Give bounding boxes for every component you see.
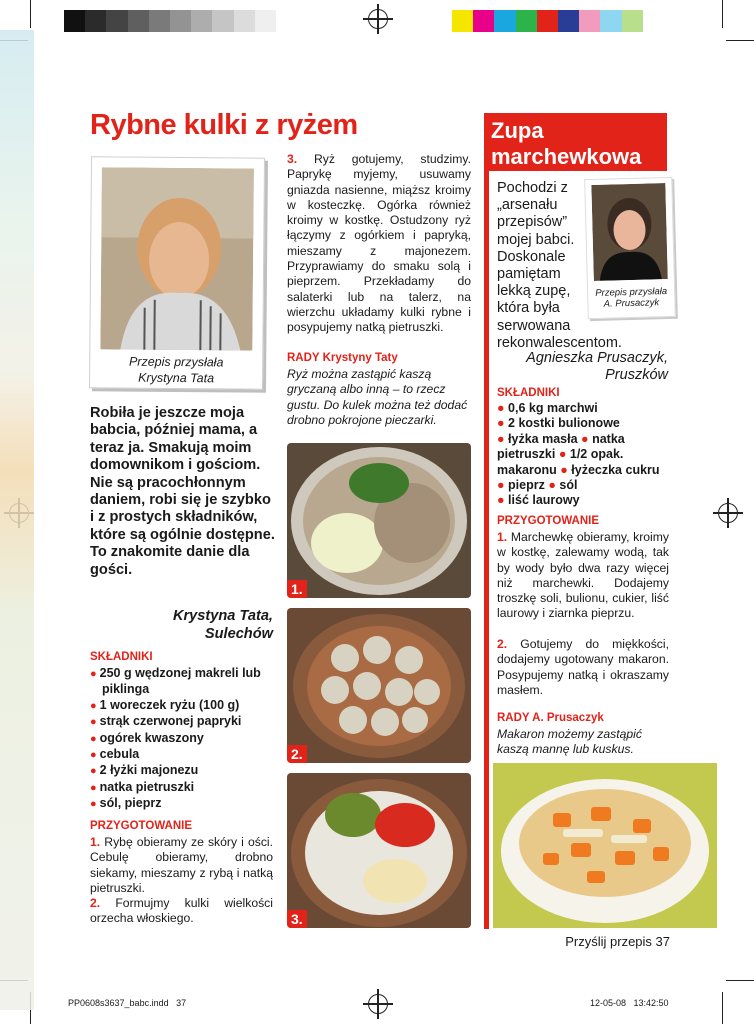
tips-heading: RADY Krystyny Taty: [287, 352, 398, 364]
step-text: Formujmy kulki wielkości orzecha włoskiego.: [90, 896, 273, 926]
step-photo-3: [287, 773, 471, 928]
ingredients-heading: SKŁADNIKI: [90, 651, 153, 663]
red-rule: [484, 171, 489, 929]
slug-date: 12-05-08 13:42:50: [590, 998, 669, 1008]
author-photo-card: [89, 156, 265, 390]
step-number: 2.: [90, 896, 101, 910]
author-photo-caption: Przepis przysłała Krystyna Tata: [128, 354, 224, 386]
step-number: 1.: [90, 835, 101, 849]
list-item: sól: [559, 478, 578, 493]
registration-mark-icon: [368, 994, 388, 1014]
soup-ingredients-heading: SKŁADNIKI: [497, 387, 560, 399]
soup-step-2: [497, 637, 669, 698]
list-item: liść laurowy: [508, 493, 580, 508]
soup-photo-caption: Przepis przysłała A. Prusaczyk: [595, 286, 668, 310]
soup-signature: Agnieszka Prusaczyk, Pruszków: [526, 350, 668, 383]
grayscale-bar: [64, 10, 276, 32]
soup-title-line1: Zupa: [491, 118, 544, 143]
list-item: ● 2 łyżki majonezu: [90, 763, 275, 779]
gray-swatch: [212, 10, 233, 32]
gray-swatch: [85, 10, 106, 32]
color-swatch: [622, 10, 643, 32]
ingredients-list: [90, 666, 275, 813]
soup-tips-text: Makaron możemy zastąpić kaszą mannę lub kuskus.: [497, 727, 642, 757]
registration-mark-icon: [368, 9, 388, 29]
photo-step-label: 3.: [287, 910, 307, 928]
photo-step-label: 1.: [287, 580, 307, 598]
color-swatch: [473, 10, 494, 32]
list-item: ● cebula: [90, 747, 275, 763]
preparation-heading: PRZYGOTOWANIE: [90, 820, 193, 832]
list-item: ● strąk czerwonej papryki: [90, 714, 275, 730]
gray-swatch: [234, 10, 255, 32]
author-photo: [100, 167, 254, 350]
soup-title-line2: marchewkowa: [491, 144, 642, 169]
soup-title-box: [484, 113, 667, 171]
step-number: 2.: [497, 637, 508, 651]
photo-step-label: 2.: [287, 745, 307, 763]
registration-mark-icon: [718, 503, 738, 523]
gray-swatch: [170, 10, 191, 32]
list-item: 2 kostki bulionowe: [508, 416, 620, 431]
tips-text: Ryż można zastąpić kaszą gryczaną albo inną – to rzecz gustu. Do kulek można też dodać drobno pokrojone pieczarki.: [287, 367, 468, 427]
signature-name: Krystyna Tata,: [172, 608, 273, 624]
color-swatch: [600, 10, 621, 32]
crop-mark: [726, 40, 754, 41]
gray-swatch: [128, 10, 149, 32]
soup-intro: Pochodzi z „arsenału przepisów” mojej babci. Doskonale pamiętam lekką zupę, która była serwowana rekonwalescentom.: [497, 180, 622, 351]
gray-swatch: [64, 10, 85, 32]
color-swatch: [579, 10, 600, 32]
gray-swatch: [191, 10, 212, 32]
crop-mark: [722, 0, 723, 28]
step-2: [90, 896, 273, 927]
slug-file-name: PP0608s3637_babc.indd 37: [68, 998, 187, 1008]
gray-swatch: [106, 10, 127, 32]
step-text: Rybę obieramy ze skóry i ości. Cebulę obieramy, drobno siekamy, mieszamy z rybą i natką pietruszki.: [90, 835, 274, 895]
signature-place: Sulechów: [204, 626, 273, 642]
list-item: łyżka masła: [508, 431, 578, 446]
soup-ingredients-list: ● 0,6 kg marchwi ● 2 kostki bulionowe ● łyżka masła ● natka pietruszki ● 1/2 opak. makaronu ● łyżeczka cukru ● pieprz ● sól ● liść laurowy: [497, 401, 660, 508]
list-item: łyżeczka cukru: [571, 462, 660, 477]
list-item: ● sól, pieprz: [90, 796, 275, 812]
soup-author-photo-card: [584, 177, 676, 319]
soup-step-1: [497, 530, 669, 622]
recipe-title: Rybne kulki z ryżem: [90, 109, 358, 141]
list-item: 1/2 opak. makaronu: [497, 447, 624, 477]
color-swatch: [494, 10, 515, 32]
color-swatch: [537, 10, 558, 32]
step-text: Marchewkę obieramy, kroimy w kostkę, zalewamy wodą, tak by wody było dwa razy więcej niż marchewki. Dodajemy troszkę soli, bulionu, cukier, liść laurowy i ziarnka pieprzu.: [497, 530, 670, 621]
step-1: [90, 835, 273, 896]
list-item: ● natka pietruszki: [90, 780, 275, 796]
bleed-image-strip: [0, 30, 34, 1010]
intro-text: Robiła je jeszcze moja babcia, później mama, a teraz ja. Smakują moim domownikom i gościom. Nie są pracochłonnym daniem, robi się je szybko i z prostych składników, które są ogólnie dostępne. To znakomite danie dla gości.: [90, 405, 275, 578]
color-swatch: [516, 10, 537, 32]
list-item: ● ogórek kwaszony: [90, 731, 275, 747]
list-item: ● 250 g wędzonej makreli lub piklinga: [90, 666, 275, 698]
list-item: 0,6 kg marchwi: [508, 401, 598, 415]
step-3: [287, 152, 471, 336]
gray-swatch: [149, 10, 170, 32]
soup-tips-heading: RADY A. Prusaczyk: [497, 712, 604, 724]
color-bar: [452, 10, 643, 32]
step-text: Gotujemy do miękkości, dodajemy ugotowany makaron. Posypujemy natką i okraszamy masłem.: [497, 637, 669, 697]
crop-mark: [30, 0, 31, 28]
soup-author-photo: [591, 183, 667, 281]
step-number: 1.: [497, 530, 508, 544]
color-swatch: [558, 10, 579, 32]
list-item: pieprz: [508, 478, 545, 493]
soup-photo: [493, 763, 717, 928]
color-swatch: [452, 10, 473, 32]
step-photo-1: [287, 443, 471, 598]
soup-preparation-heading: PRZYGOTOWANIE: [497, 515, 600, 527]
page-footer-label: Przyślij przepis 37: [565, 934, 670, 949]
crop-mark: [722, 992, 723, 1024]
step-text: Ryż gotujemy, studzimy. Paprykę myjemy, usuwamy gniazda nasienne, miąższ kroimy w kosteczkę. Ogórka również kroimy w kostkę. Ostudzony ryż łączymy z ogórkiem i papryką, mieszamy z majonezem. Przyprawiamy do smaku solą i pieprzem. Przekładamy do salaterki lub na talerz, na wierzchu układamy kulki rybne i posypujemy natką pietruszki.: [287, 152, 471, 335]
gray-swatch: [255, 10, 276, 32]
step-number: 3.: [287, 152, 298, 166]
list-item: ● 1 woreczek ryżu (100 g): [90, 698, 275, 714]
crop-mark: [726, 980, 754, 981]
step-photo-2: [287, 608, 471, 763]
